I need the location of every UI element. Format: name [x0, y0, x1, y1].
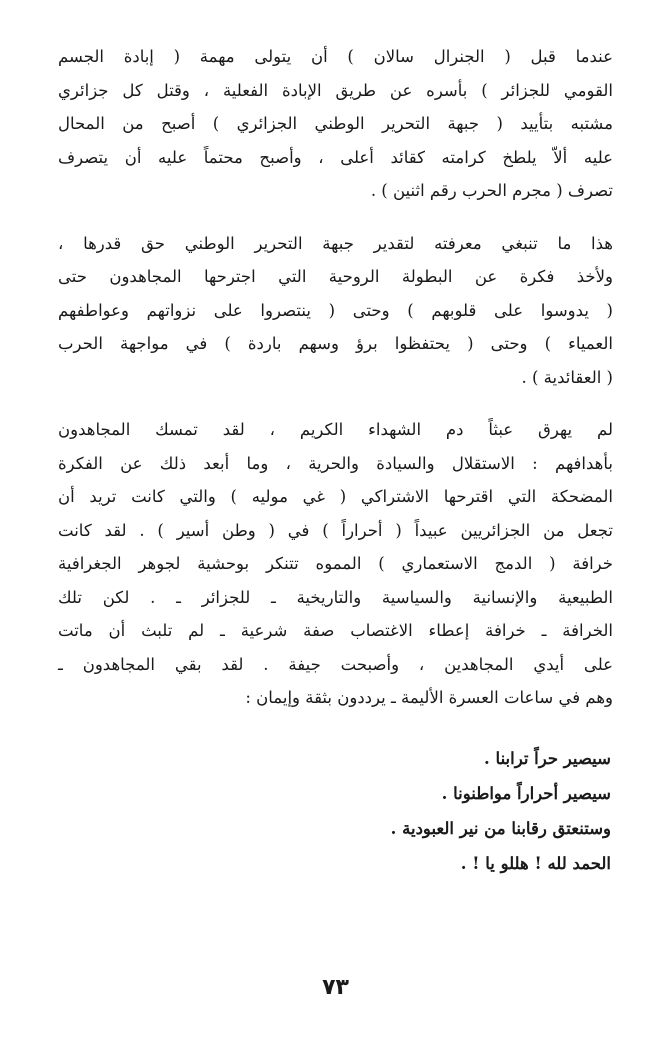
text-line: ( يدوسوا على قلوبهم ) وحتى ( ينتصروا على نزواتهم وعواطفهم [58, 300, 613, 320]
text-line: المضحكة التي اقترحها الاشتراكي ( غي موليه ) والتي كانت تريد أن [58, 487, 613, 506]
text-line: هذا ما تنبغي معرفته لتقدير جبهة التحرير الوطني حق قدرها ، [58, 233, 613, 253]
text-line: بأهدافهم : الاستقلال والسيادة والحرية ، وما أبعد ذلك عن الفكرة [58, 453, 613, 473]
text-line: مشتبه بتأييد ( جبهة التحرير الوطني الجزائري ) أصبح من المحال [58, 114, 613, 133]
text-line: عليه ألاّ يلطخ كرامته كقائد أعلى ، وأصبح محتماً عليه أن يتصرف [58, 147, 613, 167]
paragraph-1 [58, 40, 613, 208]
text-line: الطبيعية والإنسانية والسياسية والتاريخية ـ للجزائر ـ . لكن تلك [58, 587, 613, 607]
text-line: عندما قبل ( الجنرال سالان ) أن يتولى مهمة ( إبادة الجسم [58, 47, 613, 66]
poem-verse: وستنعتق رقابنا من نير العبودية . [390, 818, 611, 838]
text-line: وهم في ساعات العسرة الأليمة ـ يرددون بثقة وإيمان : [245, 688, 613, 707]
text-line: ولأخذ فكرة عن البطولة الروحية التي اجترحها المجاهدون حتى [58, 267, 613, 286]
text-line: تجعل من الجزائريين عبيداً ( أحراراً ) في ( وطن أسير ) . لقد كانت [58, 520, 613, 540]
text-line: تصرف ( مجرم الحرب رقم اثنين ) . [370, 181, 613, 200]
text-line: العمياء ) وحتى ( يحتفظوا برؤ وسهم باردة ) في مواجهة الحرب [58, 334, 613, 353]
paragraph-2 [58, 227, 613, 395]
poem-verse: سيصير حراً ترابنا . [484, 748, 611, 768]
page-number: ٧٣ [322, 975, 349, 1000]
text-line: خرافة ( الدمج الاستعماري ) المموه تتنكر بوحشية لجوهر الجغرافية [58, 554, 613, 573]
poem-verse: الحمد لله ! هللو يا ! . [460, 853, 611, 873]
text-line: ( العقائدية ) . [521, 367, 613, 387]
text-line: لم يهرق عبثاً دم الشهداء الكريم ، لقد تمسك المجاهدون [58, 420, 613, 439]
page-body [58, 40, 613, 881]
text-line: القومي للجزائر ) بأسره عن طريق الإبادة الفعلية ، وقتل كل جزائري [58, 80, 613, 100]
poem-verses [58, 741, 613, 881]
poem-verse: سيصير أحراراً مواطنونا . [441, 783, 611, 803]
paragraph-3 [58, 413, 613, 715]
text-line: على أيدي المجاهدين ، وأصبحت جيفة . لقد بقي المجاهدون ـ [58, 654, 613, 674]
text-line: الخرافة ـ خرافة إعطاء الاغتصاب صفة شرعية ـ لم تلبث أن ماتت [58, 621, 613, 640]
